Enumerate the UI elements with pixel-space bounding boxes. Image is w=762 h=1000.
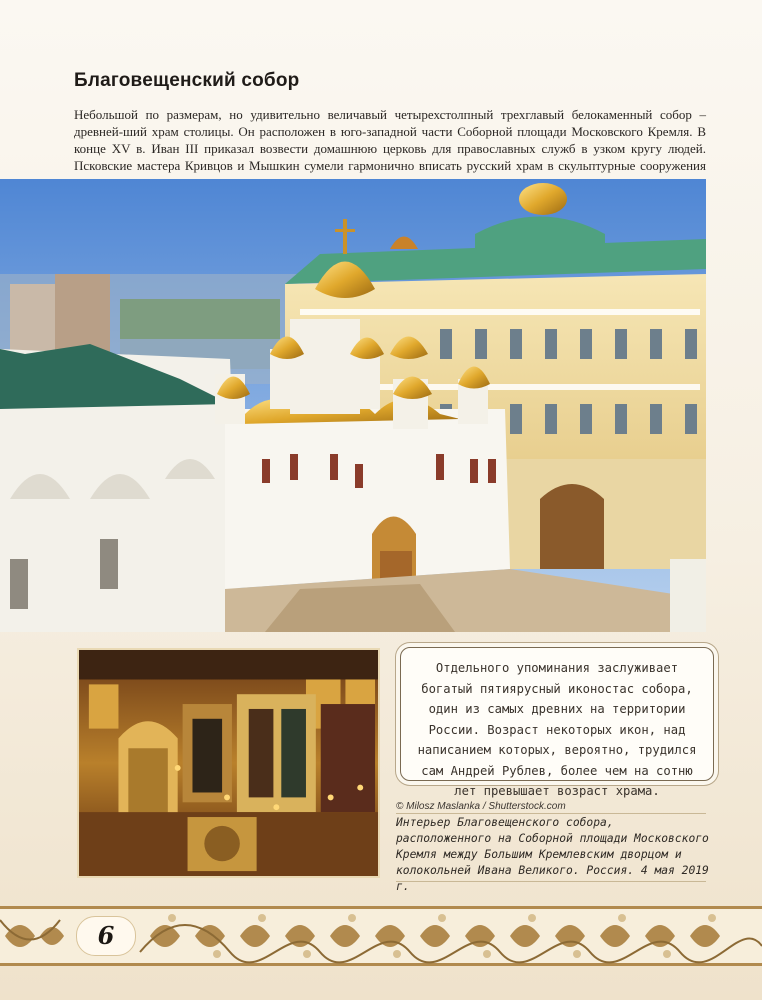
cathedral-photo xyxy=(0,179,706,632)
quote-box: Отдельного упоминания заслуживает богатый пятиярусный иконостас собора, один из самых древних на территории России. Возраст некоторых икон, над написанием которых, вероятно, трудился сам Андрей Рублев, более чем на сотню лет превышает возраст храма. xyxy=(400,647,714,781)
caption-rule-bottom xyxy=(396,881,706,882)
photo-credit: © Milosz Maslanka / Shutterstock.com xyxy=(396,801,566,812)
intro-paragraph: Небольшой по размерам, но удивительно величавый четырехстолпный трехглавый белокаменный собор – древней-ший храм столицы. Он расположен в юго-западной части Соборной площади Московского Кремля. В конце XV в. Иван III приказал возвести домашнюю церковь для православных служб в узком кругу людей. Псковские мастера Кривцов и Мышкин сумели гармонично вписать русский храм в скульптурные сооружения xyxy=(74,107,706,173)
iconostasis-photo xyxy=(77,648,380,878)
page-number: 6 xyxy=(76,916,136,956)
caption-rule-top xyxy=(396,813,706,814)
photo-caption: Интерьер Благовещенского собора, расположенного на Соборной площади Московского Кремля между Большим Кремлевским дворцом и колокольней Ивана Великого. Россия. 4 мая 2019 г. xyxy=(396,816,709,893)
article-title: Благовещенский собор xyxy=(74,70,300,91)
